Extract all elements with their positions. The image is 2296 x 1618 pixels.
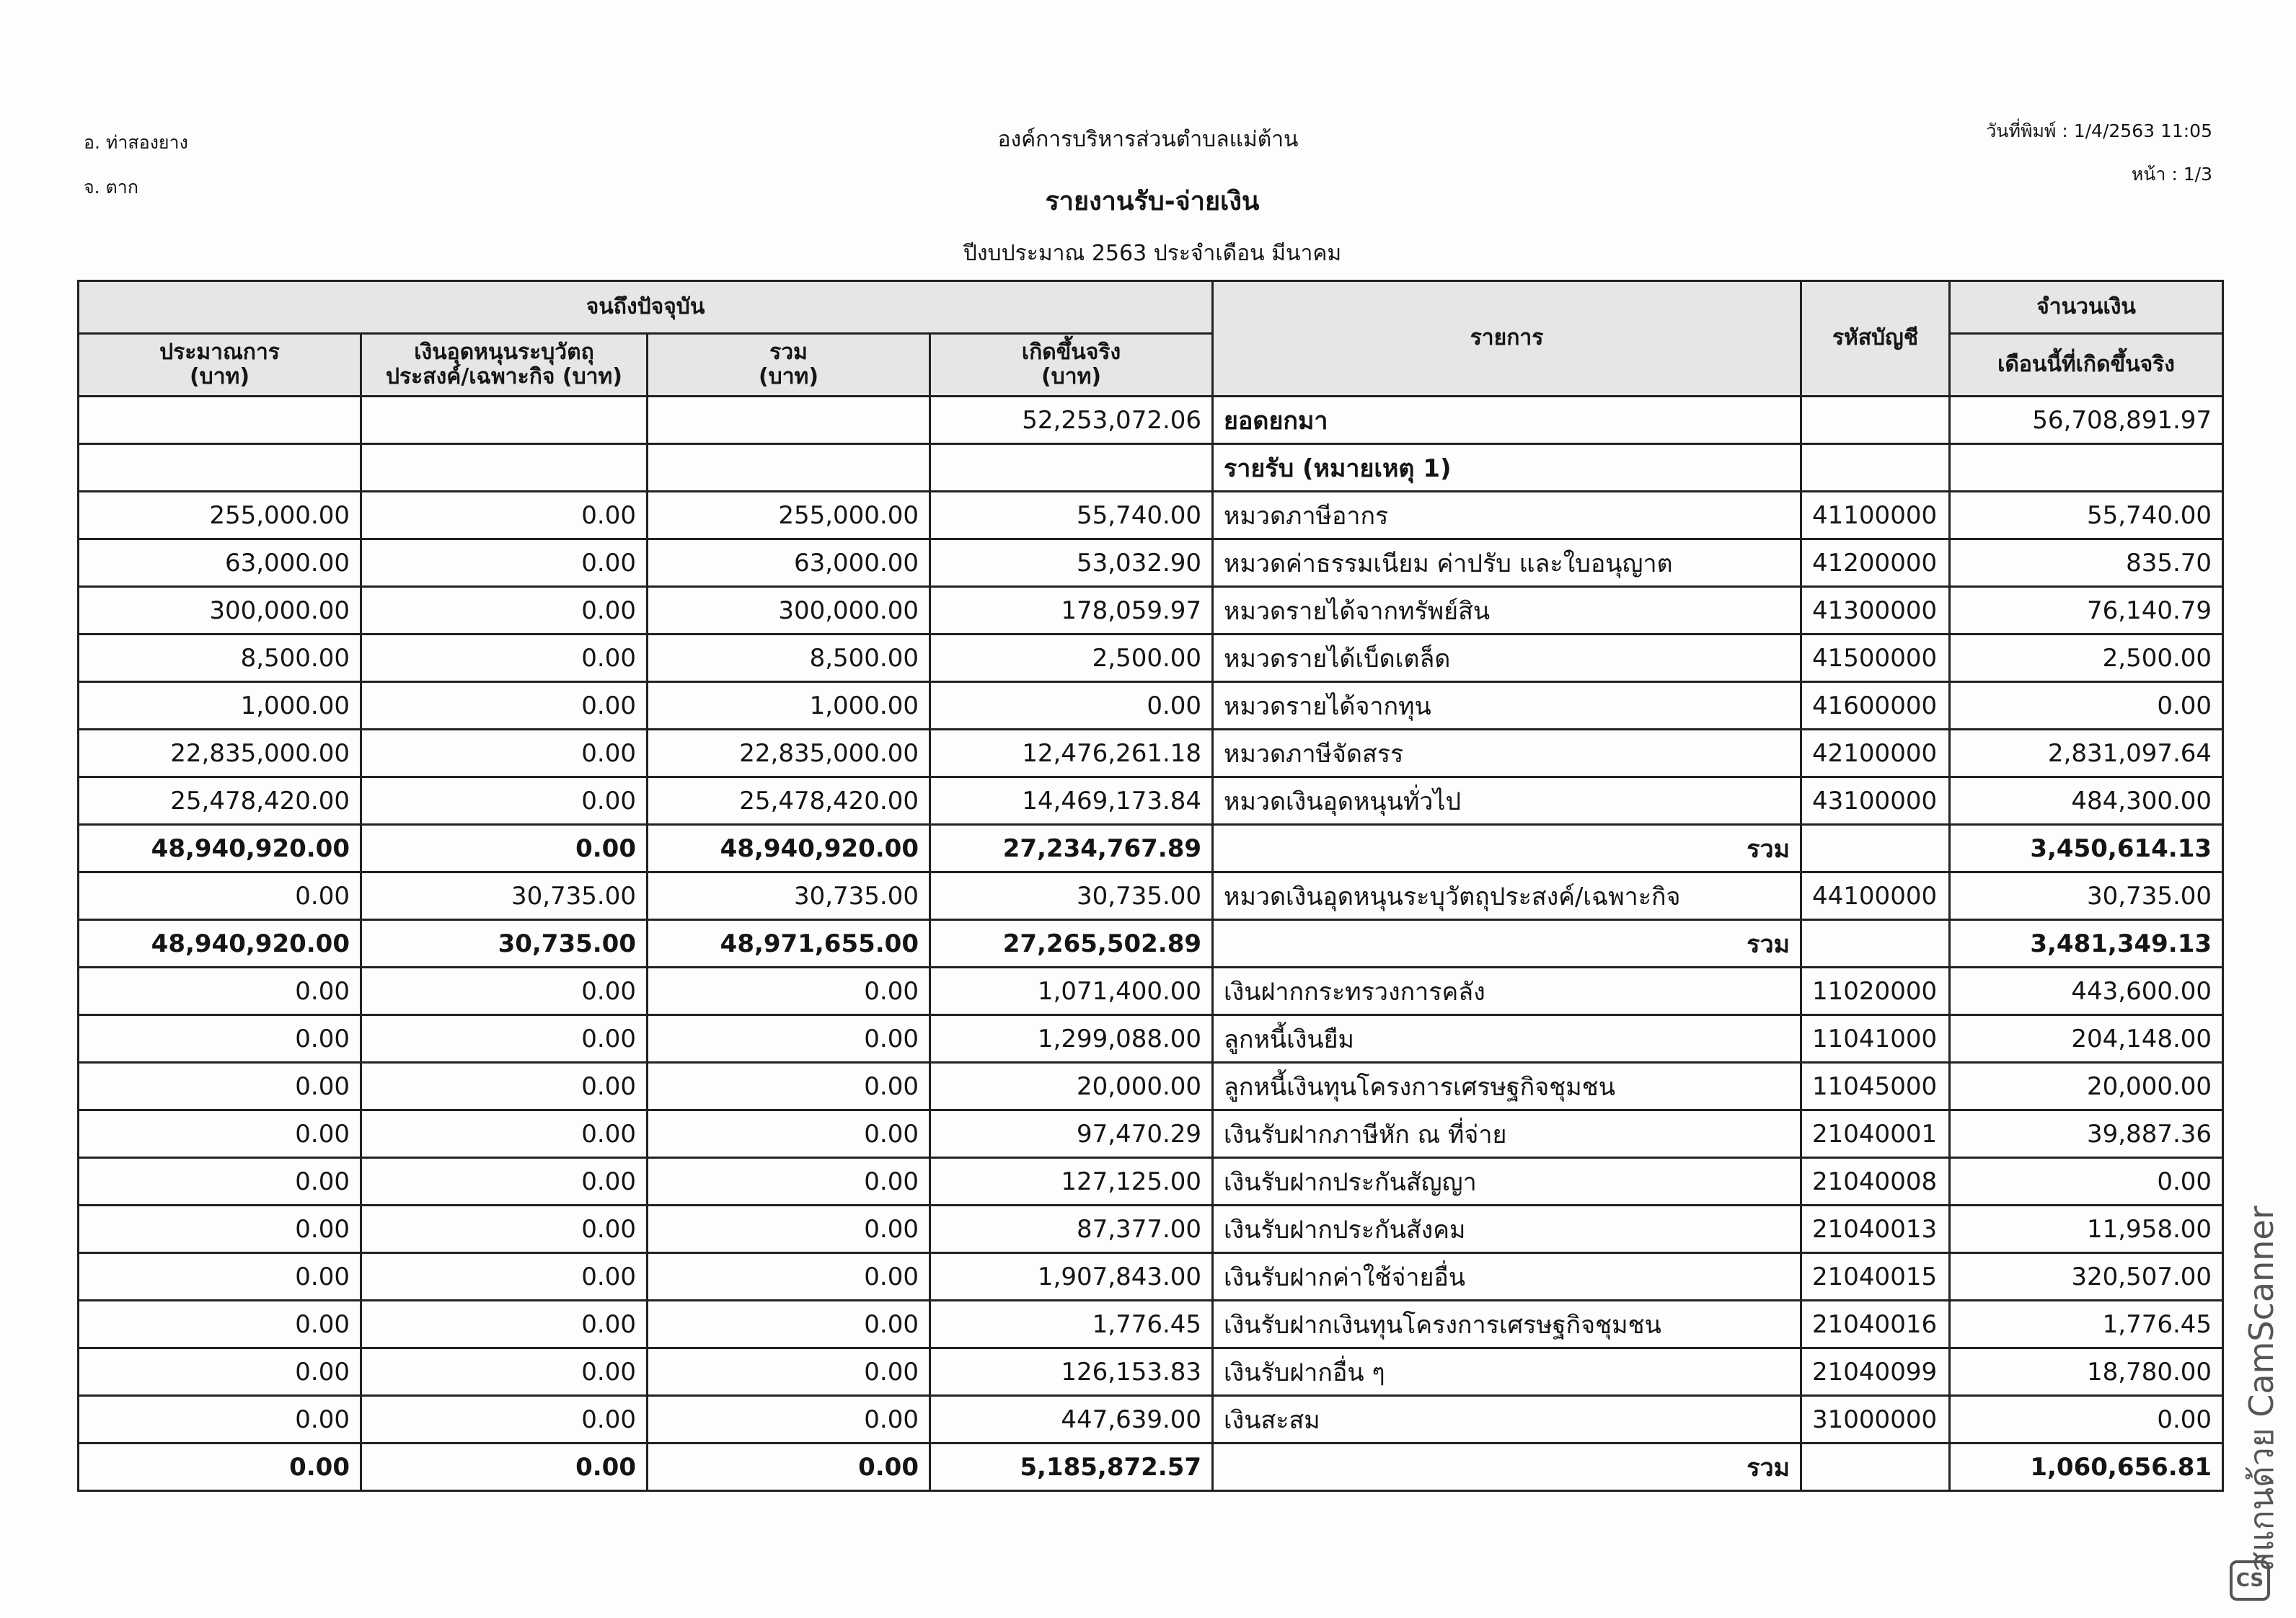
total-row bbox=[79, 920, 2223, 968]
header-this-month: เดือนนี้ที่เกิดขึ้นจริง bbox=[1950, 334, 2223, 397]
total-cell: 0.00 bbox=[648, 1206, 930, 1253]
grant-cell: 0.00 bbox=[361, 1110, 648, 1158]
grant-cell: 0.00 bbox=[361, 1301, 648, 1348]
grant-cell: 0.00 bbox=[361, 1063, 648, 1110]
total-cell: 0.00 bbox=[648, 1301, 930, 1348]
grant-cell bbox=[361, 444, 648, 492]
grant-cell: 0.00 bbox=[361, 635, 648, 682]
header-grant: เงินอุดหนุนระบุวัตถุ ประสงค์/เฉพาะกิจ (บาท) bbox=[361, 334, 648, 397]
actual-cell: 447,639.00 bbox=[930, 1396, 1213, 1444]
grant-cell: 0.00 bbox=[361, 730, 648, 777]
account-code-cell bbox=[1801, 444, 1950, 492]
estimate-cell: 0.00 bbox=[79, 1063, 361, 1110]
table-row bbox=[79, 635, 2223, 682]
account-code-cell: 44100000 bbox=[1801, 872, 1950, 920]
description-cell: หมวดรายได้จากทรัพย์สิน bbox=[1213, 587, 1801, 635]
account-code-cell: 21040008 bbox=[1801, 1158, 1950, 1206]
table-row bbox=[79, 1348, 2223, 1396]
total-cell bbox=[648, 444, 930, 492]
estimate-cell: 0.00 bbox=[79, 872, 361, 920]
grant-cell: 0.00 bbox=[361, 492, 648, 539]
grant-cell: 0.00 bbox=[361, 1015, 648, 1063]
account-code-cell: 41500000 bbox=[1801, 635, 1950, 682]
table-row bbox=[79, 1301, 2223, 1348]
this-month-cell: 2,831,097.64 bbox=[1950, 730, 2223, 777]
this-month-cell: 30,735.00 bbox=[1950, 872, 2223, 920]
table-row bbox=[79, 682, 2223, 730]
print-date: วันที่พิมพ์ : 1/4/2563 11:05 bbox=[1986, 120, 2212, 141]
table-row bbox=[79, 444, 2223, 492]
description-cell: ลูกหนี้เงินทุนโครงการเศรษฐกิจชุมชน bbox=[1213, 1063, 1801, 1110]
account-code-cell: 41200000 bbox=[1801, 539, 1950, 587]
table-row bbox=[79, 1158, 2223, 1206]
total-cell: 1,000.00 bbox=[648, 682, 930, 730]
estimate-cell: 0.00 bbox=[79, 1301, 361, 1348]
description-cell: ยอดยกมา bbox=[1213, 397, 1801, 444]
description-cell: หมวดภาษีจัดสรร bbox=[1213, 730, 1801, 777]
table-row bbox=[79, 492, 2223, 539]
account-code-cell: 21040015 bbox=[1801, 1253, 1950, 1301]
account-code-cell: 42100000 bbox=[1801, 730, 1950, 777]
grant-cell: 30,735.00 bbox=[361, 872, 648, 920]
grant-cell: 0.00 bbox=[361, 825, 648, 872]
account-code-cell: 41100000 bbox=[1801, 492, 1950, 539]
report-title: รายงานรับ-จ่ายเงิน bbox=[1045, 187, 1260, 216]
total-cell: 0.00 bbox=[648, 968, 930, 1015]
table-row bbox=[79, 1063, 2223, 1110]
estimate-cell: 48,940,920.00 bbox=[79, 920, 361, 968]
account-code-cell bbox=[1801, 825, 1950, 872]
this-month-cell: 484,300.00 bbox=[1950, 777, 2223, 825]
account-code-cell: 43100000 bbox=[1801, 777, 1950, 825]
actual-cell: 178,059.97 bbox=[930, 587, 1213, 635]
estimate-cell: 0.00 bbox=[79, 1158, 361, 1206]
estimate-cell: 48,940,920.00 bbox=[79, 825, 361, 872]
actual-cell: 0.00 bbox=[930, 682, 1213, 730]
account-code-cell: 21040001 bbox=[1801, 1110, 1950, 1158]
estimate-cell bbox=[79, 444, 361, 492]
this-month-cell: 2,500.00 bbox=[1950, 635, 2223, 682]
table-row bbox=[79, 968, 2223, 1015]
header-account-code: รหัสบัญชี bbox=[1801, 281, 1950, 397]
total-row bbox=[79, 1444, 2223, 1491]
estimate-cell bbox=[79, 397, 361, 444]
grant-cell: 0.00 bbox=[361, 682, 648, 730]
estimate-cell: 1,000.00 bbox=[79, 682, 361, 730]
scanner-watermark: สแกนด้วย CamScanner bbox=[2242, 1206, 2281, 1572]
this-month-cell: 20,000.00 bbox=[1950, 1063, 2223, 1110]
account-code-cell bbox=[1801, 397, 1950, 444]
grant-cell: 0.00 bbox=[361, 777, 648, 825]
actual-cell: 53,032.90 bbox=[930, 539, 1213, 587]
total-cell: 48,971,655.00 bbox=[648, 920, 930, 968]
total-cell: 0.00 bbox=[648, 1158, 930, 1206]
estimate-cell: 0.00 bbox=[79, 1110, 361, 1158]
total-cell: 0.00 bbox=[648, 1063, 930, 1110]
description-cell: เงินฝากกระทรวงการคลัง bbox=[1213, 968, 1801, 1015]
actual-cell: 1,299,088.00 bbox=[930, 1015, 1213, 1063]
total-cell: 255,000.00 bbox=[648, 492, 930, 539]
table-row bbox=[79, 1015, 2223, 1063]
header-row-top bbox=[79, 281, 2223, 334]
grant-cell: 0.00 bbox=[361, 1396, 648, 1444]
description-cell: เงินรับฝากอื่น ๆ bbox=[1213, 1348, 1801, 1396]
total-cell: 48,940,920.00 bbox=[648, 825, 930, 872]
estimate-cell: 0.00 bbox=[79, 1015, 361, 1063]
total-cell: 0.00 bbox=[648, 1110, 930, 1158]
description-cell: เงินสะสม bbox=[1213, 1396, 1801, 1444]
grant-cell: 0.00 bbox=[361, 1348, 648, 1396]
estimate-cell: 63,000.00 bbox=[79, 539, 361, 587]
grant-cell: 30,735.00 bbox=[361, 920, 648, 968]
total-cell bbox=[648, 397, 930, 444]
actual-cell: 127,125.00 bbox=[930, 1158, 1213, 1206]
table-row bbox=[79, 1396, 2223, 1444]
total-cell: 0.00 bbox=[648, 1015, 930, 1063]
description-cell: หมวดเงินอุดหนุนระบุวัตถุประสงค์/เฉพาะกิจ bbox=[1213, 872, 1801, 920]
total-cell: 25,478,420.00 bbox=[648, 777, 930, 825]
this-month-cell: 3,450,614.13 bbox=[1950, 825, 2223, 872]
actual-cell bbox=[930, 444, 1213, 492]
total-cell: 63,000.00 bbox=[648, 539, 930, 587]
account-code-cell: 21040013 bbox=[1801, 1206, 1950, 1253]
total-row bbox=[79, 825, 2223, 872]
actual-cell: 30,735.00 bbox=[930, 872, 1213, 920]
report-subtitle: ปีงบประมาณ 2563 ประจำเดือน มีนาคม bbox=[963, 241, 1342, 266]
description-cell: เงินรับฝากค่าใช้จ่ายอื่น bbox=[1213, 1253, 1801, 1301]
total-cell: 0.00 bbox=[648, 1348, 930, 1396]
total-cell: 0.00 bbox=[648, 1396, 930, 1444]
header-estimate: ประมาณการ (บาท) bbox=[79, 334, 361, 397]
account-code-cell: 11020000 bbox=[1801, 968, 1950, 1015]
this-month-cell: 835.70 bbox=[1950, 539, 2223, 587]
estimate-cell: 22,835,000.00 bbox=[79, 730, 361, 777]
table-row bbox=[79, 1110, 2223, 1158]
this-month-cell: 1,060,656.81 bbox=[1950, 1444, 2223, 1491]
grant-cell: 0.00 bbox=[361, 539, 648, 587]
header-total: รวม (บาท) bbox=[648, 334, 930, 397]
receipt-payment-table bbox=[77, 280, 2224, 1492]
estimate-cell: 25,478,420.00 bbox=[79, 777, 361, 825]
this-month-cell: 0.00 bbox=[1950, 1158, 2223, 1206]
this-month-cell: 18,780.00 bbox=[1950, 1348, 2223, 1396]
account-code-cell: 31000000 bbox=[1801, 1396, 1950, 1444]
account-code-cell: 21040099 bbox=[1801, 1348, 1950, 1396]
description-cell: หมวดภาษีอากร bbox=[1213, 492, 1801, 539]
description-cell: รวม bbox=[1213, 825, 1801, 872]
description-cell: รวม bbox=[1213, 920, 1801, 968]
this-month-cell: 39,887.36 bbox=[1950, 1110, 2223, 1158]
table-row bbox=[79, 1253, 2223, 1301]
header-amount: จำนวนเงิน bbox=[1950, 281, 2223, 334]
actual-cell: 14,469,173.84 bbox=[930, 777, 1213, 825]
total-cell: 0.00 bbox=[648, 1253, 930, 1301]
estimate-cell: 0.00 bbox=[79, 1206, 361, 1253]
actual-cell: 20,000.00 bbox=[930, 1063, 1213, 1110]
account-code-cell: 11041000 bbox=[1801, 1015, 1950, 1063]
this-month-cell: 55,740.00 bbox=[1950, 492, 2223, 539]
this-month-cell: 11,958.00 bbox=[1950, 1206, 2223, 1253]
this-month-cell: 3,481,349.13 bbox=[1950, 920, 2223, 968]
camscanner-logo-icon: CS bbox=[2230, 1560, 2270, 1601]
description-cell: เงินรับฝากประกันสัญญา bbox=[1213, 1158, 1801, 1206]
grant-cell: 0.00 bbox=[361, 1253, 648, 1301]
account-code-cell: 11045000 bbox=[1801, 1063, 1950, 1110]
this-month-cell: 0.00 bbox=[1950, 682, 2223, 730]
description-cell: หมวดค่าธรรมเนียม ค่าปรับ และใบอนุญาต bbox=[1213, 539, 1801, 587]
total-cell: 22,835,000.00 bbox=[648, 730, 930, 777]
estimate-cell: 255,000.00 bbox=[79, 492, 361, 539]
account-code-cell bbox=[1801, 1444, 1950, 1491]
grant-cell bbox=[361, 397, 648, 444]
this-month-cell: 76,140.79 bbox=[1950, 587, 2223, 635]
table-body bbox=[79, 397, 2223, 1491]
this-month-cell: 0.00 bbox=[1950, 1396, 2223, 1444]
grant-cell: 0.00 bbox=[361, 1158, 648, 1206]
table-row bbox=[79, 539, 2223, 587]
actual-cell: 126,153.83 bbox=[930, 1348, 1213, 1396]
table-row bbox=[79, 872, 2223, 920]
actual-cell: 1,907,843.00 bbox=[930, 1253, 1213, 1301]
description-cell: รายรับ (หมายเหตุ 1) bbox=[1213, 444, 1801, 492]
estimate-cell: 8,500.00 bbox=[79, 635, 361, 682]
account-code-cell: 41300000 bbox=[1801, 587, 1950, 635]
organization-name: องค์การบริหารส่วนตำบลแม่ต้าน bbox=[997, 127, 1299, 152]
total-cell: 8,500.00 bbox=[648, 635, 930, 682]
grant-cell: 0.00 bbox=[361, 968, 648, 1015]
actual-cell: 55,740.00 bbox=[930, 492, 1213, 539]
description-cell: หมวดรายได้จากทุน bbox=[1213, 682, 1801, 730]
actual-cell: 87,377.00 bbox=[930, 1206, 1213, 1253]
account-code-cell bbox=[1801, 920, 1950, 968]
actual-cell: 52,253,072.06 bbox=[930, 397, 1213, 444]
estimate-cell: 0.00 bbox=[79, 968, 361, 1015]
estimate-cell: 0.00 bbox=[79, 1253, 361, 1301]
description-cell: หมวดรายได้เบ็ดเตล็ด bbox=[1213, 635, 1801, 682]
actual-cell: 5,185,872.57 bbox=[930, 1444, 1213, 1491]
this-month-cell bbox=[1950, 444, 2223, 492]
actual-cell: 1,071,400.00 bbox=[930, 968, 1213, 1015]
this-month-cell: 56,708,891.97 bbox=[1950, 397, 2223, 444]
header-description: รายการ bbox=[1213, 281, 1801, 397]
total-cell: 0.00 bbox=[648, 1444, 930, 1491]
actual-cell: 27,234,767.89 bbox=[930, 825, 1213, 872]
grant-cell: 0.00 bbox=[361, 587, 648, 635]
account-code-cell: 41600000 bbox=[1801, 682, 1950, 730]
description-cell: เงินรับฝากประกันสังคม bbox=[1213, 1206, 1801, 1253]
table-row bbox=[79, 1206, 2223, 1253]
actual-cell: 2,500.00 bbox=[930, 635, 1213, 682]
actual-cell: 27,265,502.89 bbox=[930, 920, 1213, 968]
actual-cell: 12,476,261.18 bbox=[930, 730, 1213, 777]
grant-cell: 0.00 bbox=[361, 1444, 648, 1491]
header-actual: เกิดขึ้นจริง (บาท) bbox=[930, 334, 1213, 397]
grant-cell: 0.00 bbox=[361, 1206, 648, 1253]
header-to-date: จนถึงปัจจุบัน bbox=[79, 281, 1213, 334]
description-cell: รวม bbox=[1213, 1444, 1801, 1491]
description-cell: หมวดเงินอุดหนุนทั่วไป bbox=[1213, 777, 1801, 825]
actual-cell: 97,470.29 bbox=[930, 1110, 1213, 1158]
estimate-cell: 300,000.00 bbox=[79, 587, 361, 635]
district-label: อ. ท่าสองยาง bbox=[84, 132, 188, 153]
account-code-cell: 21040016 bbox=[1801, 1301, 1950, 1348]
page-number: หน้า : 1/3 bbox=[2131, 164, 2212, 185]
this-month-cell: 443,600.00 bbox=[1950, 968, 2223, 1015]
this-month-cell: 320,507.00 bbox=[1950, 1253, 2223, 1301]
table-row bbox=[79, 397, 2223, 444]
this-month-cell: 204,148.00 bbox=[1950, 1015, 2223, 1063]
estimate-cell: 0.00 bbox=[79, 1348, 361, 1396]
description-cell: ลูกหนี้เงินยืม bbox=[1213, 1015, 1801, 1063]
description-cell: เงินรับฝากภาษีหัก ณ ที่จ่าย bbox=[1213, 1110, 1801, 1158]
table-row bbox=[79, 587, 2223, 635]
estimate-cell: 0.00 bbox=[79, 1396, 361, 1444]
actual-cell: 1,776.45 bbox=[930, 1301, 1213, 1348]
table-row bbox=[79, 777, 2223, 825]
province-label: จ. ตาก bbox=[84, 177, 138, 198]
estimate-cell: 0.00 bbox=[79, 1444, 361, 1491]
this-month-cell: 1,776.45 bbox=[1950, 1301, 2223, 1348]
table-row bbox=[79, 730, 2223, 777]
description-cell: เงินรับฝากเงินทุนโครงการเศรษฐกิจชุมชน bbox=[1213, 1301, 1801, 1348]
total-cell: 300,000.00 bbox=[648, 587, 930, 635]
total-cell: 30,735.00 bbox=[648, 872, 930, 920]
